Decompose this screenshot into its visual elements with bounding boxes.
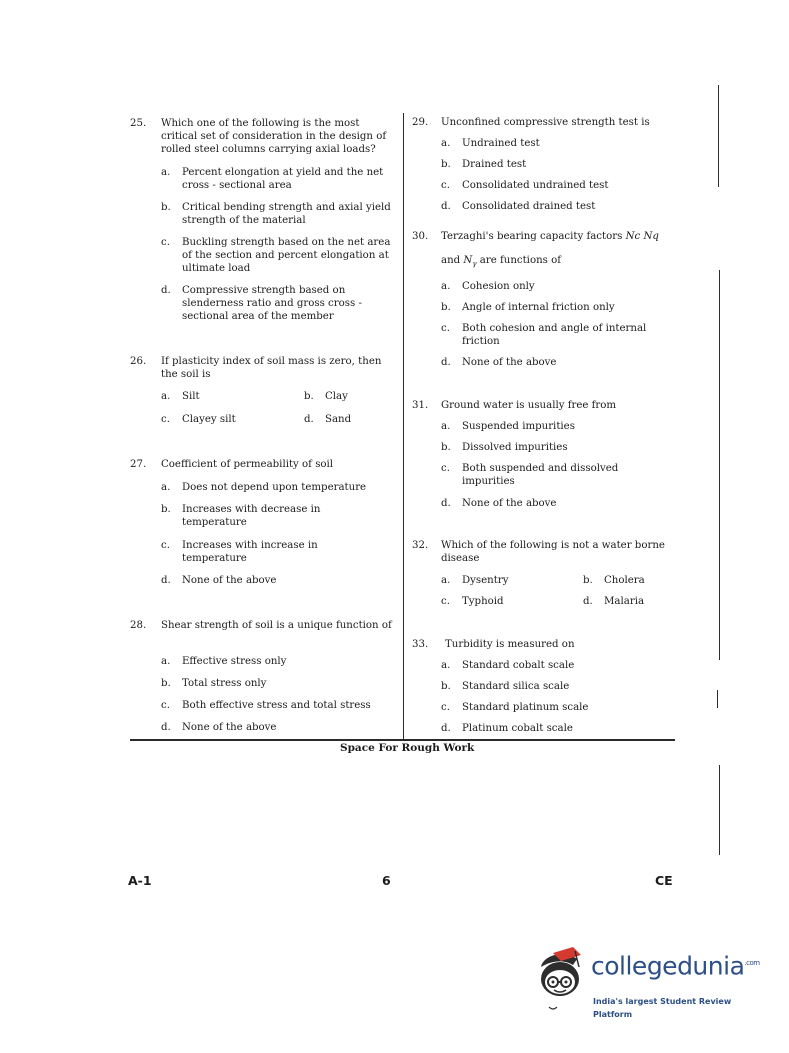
option-label: c. [441, 323, 450, 334]
question-number: 28. [130, 620, 147, 631]
page-number: 6 [382, 873, 391, 888]
symbol-nc: Nc [625, 231, 641, 242]
option-label: a. [441, 660, 451, 671]
mascot-icon [533, 945, 589, 1017]
option-text: Sand [325, 414, 352, 425]
option-label: d. [441, 723, 451, 734]
scan-edge-line [718, 85, 719, 187]
option-label: b. [161, 202, 171, 213]
option-text: Both effective stress and total stress [182, 700, 371, 711]
symbol-n: N [463, 255, 473, 266]
option-text: Increases with decrease in temperature [182, 504, 321, 528]
question-text [441, 230, 677, 243]
option-label: c. [441, 463, 450, 474]
option-label: a. [441, 575, 451, 586]
question-text: Ground water is usually free from [441, 400, 617, 411]
footer-left-code: A-1 [128, 873, 152, 888]
option-label: d. [441, 201, 451, 212]
option-text: Percent elongation at yield and the net cross - sectional area [182, 167, 384, 191]
option-label: b. [161, 678, 171, 689]
scan-edge-line [719, 270, 720, 660]
question-text: Unconfined compressive strength test is [441, 117, 650, 128]
question-text-line2: are functions of [479, 255, 562, 266]
rough-work-label: Space For Rough Work [340, 742, 475, 754]
option-label: c. [161, 414, 170, 425]
option-text: Both cohesion and angle of internal friction [462, 323, 647, 347]
option-label: a. [441, 138, 451, 149]
option-label: a. [161, 391, 171, 402]
option-text: None of the above [462, 357, 557, 368]
option-label: a. [441, 421, 451, 432]
option-text: Cholera [604, 575, 645, 586]
option-label: b. [441, 302, 451, 313]
option-label: b. [304, 391, 314, 402]
question-text: Which one of the following is the most critical set of consideration in the design of rolled steel columns carrying axial loads? [161, 118, 387, 155]
option-text: Angle of internal friction only [462, 302, 615, 313]
option-text: None of the above [462, 498, 557, 509]
question-number: 25. [130, 118, 147, 129]
option-text: None of the above [182, 722, 277, 733]
option-text: Effective stress only [182, 656, 287, 667]
option-text: Typhoid [462, 596, 504, 607]
option-label: d. [161, 575, 171, 586]
question-number: 33. [412, 639, 429, 650]
option-label: a. [441, 281, 451, 292]
option-label: a. [161, 656, 171, 667]
option-text: Does not depend upon temperature [182, 482, 367, 493]
option-text: Standard platinum scale [462, 702, 589, 713]
option-label: c. [441, 596, 450, 607]
option-label: b. [441, 442, 451, 453]
option-label: b. [161, 504, 171, 515]
logo-name: collegedunia [591, 951, 745, 981]
collegedunia-logo[interactable] [533, 945, 763, 1017]
option-text: None of the above [182, 575, 277, 586]
option-text: Drained test [462, 159, 527, 170]
question-number: 29. [412, 117, 429, 128]
logo-suffix: .com [744, 959, 760, 967]
option-text: Critical bending strength and axial yield strength of the material [182, 202, 391, 226]
question-number: 26. [130, 356, 147, 367]
option-text: Malaria [604, 596, 645, 607]
option-text: Clay [325, 391, 348, 402]
logo-tagline: India's largest Student Review Platform [593, 997, 732, 1019]
option-text: Consolidated drained test [462, 201, 596, 212]
question-text: If plasticity index of soil mass is zero, then the soil is [161, 356, 382, 380]
option-text: Both suspended and dissolved impurities [462, 463, 619, 487]
option-text: Clayey silt [182, 414, 236, 425]
option-text: Compressive strength based on slenderness ratio and gross cross - sectional area of the member [182, 285, 362, 322]
footer-right-code: CE [655, 873, 673, 888]
option-label: c. [441, 702, 450, 713]
logo-wordmark [591, 951, 760, 981]
rough-work-rule [130, 739, 675, 741]
option-label: d. [441, 498, 451, 509]
option-label: d. [161, 722, 171, 733]
symbol-nq: Nq [643, 231, 659, 242]
question-text-line1: Terzaghi's bearing capacity factors [441, 231, 623, 242]
symbol-subscript: γ [472, 260, 477, 269]
scan-edge-line [719, 765, 720, 855]
option-label: b. [441, 159, 451, 170]
option-label: d. [161, 285, 171, 296]
option-text: Suspended impurities [462, 421, 575, 432]
option-text: Silt [182, 391, 200, 402]
option-text: Dysentry [462, 575, 509, 586]
option-text: Platinum cobalt scale [462, 723, 573, 734]
option-label: b. [441, 681, 451, 692]
option-label: d. [304, 414, 314, 425]
question-text: Turbidity is measured on [445, 639, 575, 650]
question-30-line2 [441, 254, 677, 271]
option-label: c. [161, 700, 170, 711]
option-text: Standard silica scale [462, 681, 570, 692]
option-text: Cohesion only [462, 281, 535, 292]
question-number: 30. [412, 231, 429, 242]
option-text: Standard cobalt scale [462, 660, 575, 671]
option-label: b. [583, 575, 593, 586]
option-text: Buckling strength based on the net area of the section and percent elongation at ultimate load [182, 237, 391, 274]
scan-edge-line [717, 690, 718, 708]
option-text: Undrained test [462, 138, 540, 149]
question-text: Coefficient of permeability of soil [161, 459, 334, 470]
question-text: Shear strength of soil is a unique function of [161, 620, 392, 631]
option-label: d. [441, 357, 451, 368]
option-label: c. [161, 540, 170, 551]
option-label: c. [441, 180, 450, 191]
option-label: c. [161, 237, 170, 248]
option-text: Dissolved impurities [462, 442, 568, 453]
option-text: Consolidated undrained test [462, 180, 609, 191]
option-label: a. [161, 167, 171, 178]
option-label: a. [161, 482, 171, 493]
option-text: Increases with increase in temperature [182, 540, 318, 564]
question-number: 32. [412, 540, 429, 551]
question-number: 31. [412, 400, 429, 411]
question-number: 27. [130, 459, 147, 470]
symbol-ngamma [463, 255, 477, 269]
option-label: d. [583, 596, 593, 607]
column-divider [403, 113, 404, 740]
question-text-and: and [441, 255, 461, 266]
question-text: Which of the following is not a water borne disease [441, 540, 665, 564]
option-text: Total stress only [182, 678, 267, 689]
